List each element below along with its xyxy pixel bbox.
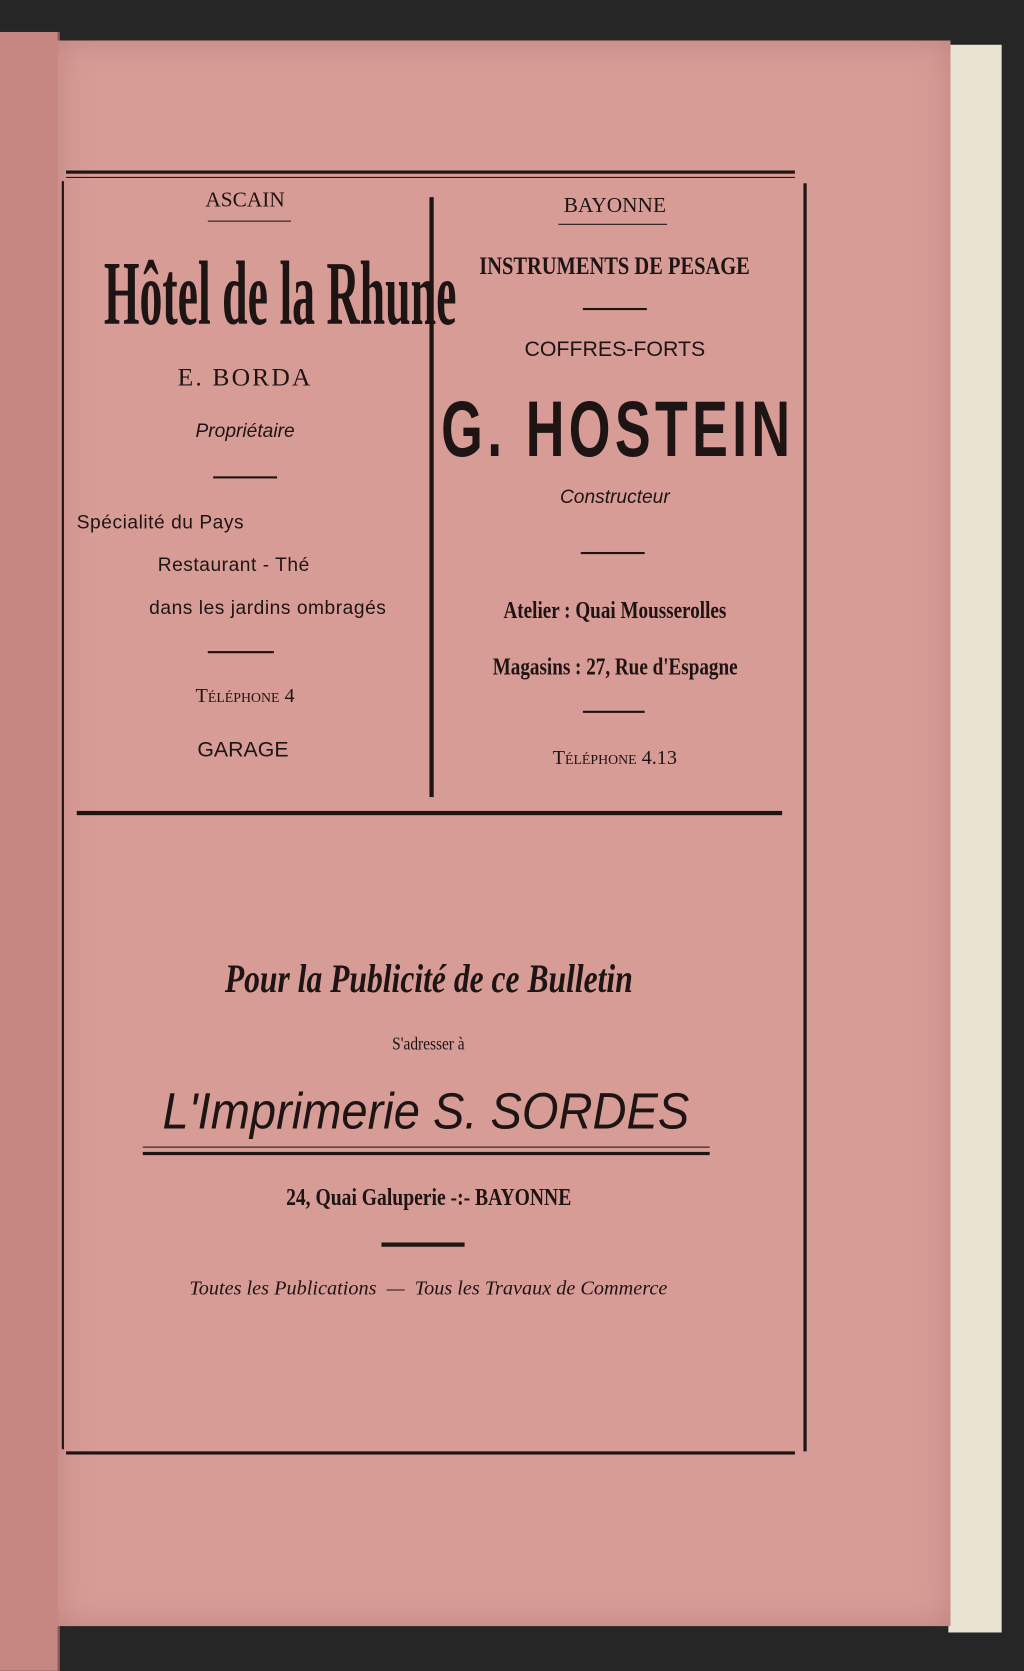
- publicity-headline: [109, 956, 748, 1002]
- printer-address: [109, 1185, 748, 1210]
- section-divider: [77, 811, 782, 815]
- underlying-sheet-edge: [948, 45, 1001, 1633]
- contact-prompt-text: S'adresser à: [392, 1033, 465, 1054]
- printer-tagline: Toutes les Publications — Tous les Travaux de Commerce: [189, 1277, 668, 1301]
- double-rule-thick: [143, 1152, 710, 1155]
- publicity-headline-text: Pour la Publicité de ce Bulletin: [224, 956, 633, 1002]
- restaurant-line: Restaurant - Thé: [157, 554, 310, 576]
- atelier-address: [295, 598, 934, 623]
- frame-top-inner: [66, 177, 795, 178]
- shop-address: [295, 654, 934, 679]
- frame-top: [66, 170, 795, 173]
- hostein-name-text: G. HOSTEIN: [441, 384, 795, 474]
- printer-name-text: L'Imprimerie S. SORDES: [162, 1083, 690, 1141]
- shop-address-text: Magasins : 27, Rue d'Espagne: [492, 653, 738, 680]
- contact-prompt: [109, 1035, 748, 1053]
- left-town: ASCAIN: [205, 188, 285, 213]
- printer-name: [107, 1083, 746, 1141]
- instruments-heading: [295, 254, 934, 280]
- divider: [213, 476, 277, 478]
- garage-label: GARAGE: [197, 738, 289, 762]
- gardens-line: dans les jardins ombragés: [149, 596, 387, 619]
- owner-role: Propriétaire: [195, 419, 295, 442]
- hostein-name: [298, 384, 937, 474]
- safes-heading: COFFRES-FORTS: [524, 337, 706, 362]
- divider: [381, 1242, 464, 1246]
- frame-right: [803, 183, 806, 1451]
- divider: [558, 224, 667, 225]
- hostein-role: Constructeur: [559, 485, 670, 508]
- divider: [581, 552, 645, 554]
- atelier-address-text: Atelier : Quai Mousserolles: [503, 596, 727, 624]
- divider: [583, 711, 645, 713]
- instruments-heading-text: INSTRUMENTS DE PESAGE: [479, 252, 751, 281]
- divider: [583, 308, 647, 310]
- left-phone: Téléphone 4: [195, 685, 295, 708]
- right-phone: Téléphone 4.13: [552, 746, 678, 770]
- double-rule-thin: [143, 1147, 710, 1148]
- divider: [208, 651, 274, 653]
- printer-address-text: 24, Quai Galuperie -:- BAYONNE: [285, 1183, 571, 1211]
- owner-name: E. BORDA: [177, 364, 313, 393]
- right-town: BAYONNE: [563, 193, 666, 218]
- divider: [208, 221, 291, 222]
- frame-bottom: [66, 1451, 795, 1454]
- hotel-title-text: Hôtel de la Rhune: [103, 241, 457, 345]
- specialty-line: Spécialité du Pays: [76, 511, 245, 533]
